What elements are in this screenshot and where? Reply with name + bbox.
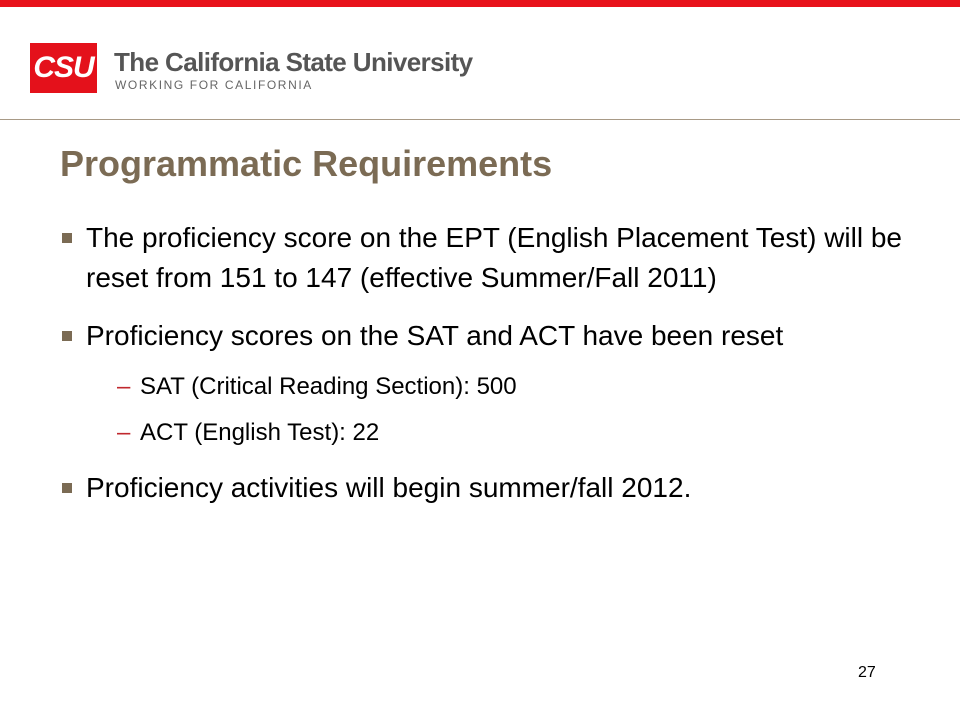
bullet-item — [60, 316, 920, 356]
bullet-text: Proficiency scores on the SAT and ACT have been reset — [86, 320, 784, 351]
sub-bullet-item — [60, 416, 920, 450]
slide-content — [60, 218, 920, 508]
csu-logo-mark: CSU — [30, 43, 97, 93]
bullet-item — [60, 218, 920, 298]
square-bullet-icon — [62, 233, 72, 243]
square-bullet-icon — [62, 331, 72, 341]
sub-bullet-text: ACT (English Test): 22 — [140, 419, 380, 446]
bullet-item — [60, 468, 920, 508]
top-accent-bar — [0, 0, 960, 7]
university-name: The California State University — [114, 47, 473, 77]
square-bullet-icon — [62, 483, 72, 493]
page-number: 27 — [858, 664, 876, 681]
sub-bullet-item — [60, 370, 920, 404]
slide-header — [0, 7, 960, 113]
bullet-text: Proficiency activities will begin summer/fall 2012. — [86, 472, 692, 503]
dash-bullet-icon: – — [117, 419, 131, 446]
header-divider — [0, 119, 960, 120]
slide-title: Programmatic Requirements — [60, 143, 553, 184]
bullet-text: The proficiency score on the EPT (English Placement Test) will be reset from 151 to 147 (effective Summer/Fall 2011) — [86, 222, 903, 293]
university-tagline: WORKING FOR CALIFORNIA — [115, 78, 313, 92]
sub-bullet-text: SAT (Critical Reading Section): 500 — [140, 373, 517, 400]
dash-bullet-icon: – — [117, 373, 131, 400]
